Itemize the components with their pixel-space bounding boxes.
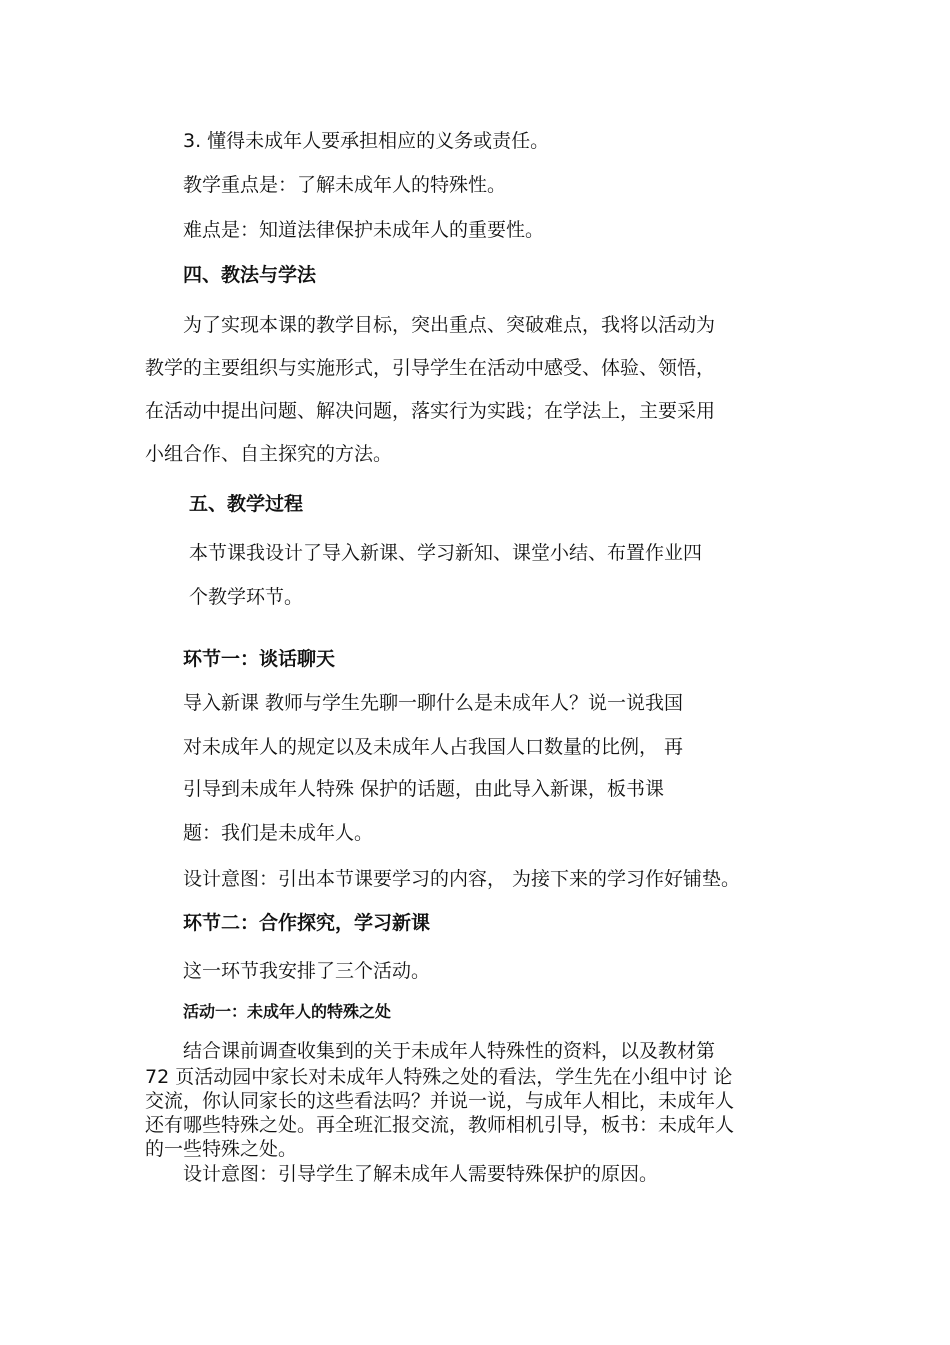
section-heading-4: 四、教法与学法 [183,264,317,286]
paragraph-line: 结合课前调查收集到的关于未成年人特殊性的资料，以及教材第 [183,1040,716,1062]
step-1-heading: 环节一：谈话聊天 [183,648,336,670]
paragraph-line: 这一环节我安排了三个活动。 [183,960,431,982]
paragraph-line: 对未成年人的规定以及未成年人占我国人口数量的比例， 再 [183,736,684,758]
objective-3: 3. 懂得未成年人要承担相应的义务或责任。 [183,130,550,152]
paragraph-line: 小组合作、自主探究的方法。 [145,443,393,465]
paragraph-line: 为了实现本课的教学目标，突出重点、突破难点，我将以活动为 [183,314,716,336]
paragraph-line: 在活动中提出问题、解决问题，落实行为实践；在学法上，主要采用 [145,400,716,422]
activity-1-heading: 活动一：未成年人的特殊之处 [183,1002,392,1021]
paragraph-line: 的一些特殊之处。 [145,1138,298,1160]
key-point: 教学重点是：了解未成年人的特殊性。 [183,174,507,196]
design-intent-1: 设计意图：引出本节课要学习的内容， 为接下来的学习作好铺垫。 [183,868,741,890]
design-intent-2: 设计意图：引导学生了解未成年人需要特殊保护的原因。 [183,1163,659,1185]
section-heading-5: 五、教学过程 [189,493,304,515]
paragraph-line: 个教学环节。 [189,586,304,608]
paragraph-line: 交流，你认同家长的这些看法吗？并说一说，与成年人相比，未成年人 [145,1090,735,1112]
paragraph-line: 72 页活动园中家长对未成年人特殊之处的看法，学生先在小组中讨 论 [145,1066,733,1088]
step-2-heading: 环节二：合作探究，学习新课 [183,912,431,934]
paragraph-line: 本节课我设计了导入新课、学习新知、课堂小结、布置作业四 [189,542,703,564]
paragraph-line: 题：我们是未成年人。 [183,822,374,844]
difficult-point: 难点是：知道法律保护未成年人的重要性。 [183,219,545,241]
paragraph-line: 导入新课 教师与学生先聊一聊什么是未成年人？说一说我国 [183,692,684,714]
paragraph-line: 还有哪些特殊之处。再全班汇报交流，教师相机引导，板书：未成年人 [145,1114,735,1136]
paragraph-line: 引导到未成年人特殊 保护的话题，由此导入新课，板书课 [183,778,665,800]
paragraph-line: 教学的主要组织与实施形式，引导学生在活动中感受、体验、领悟， [145,357,716,379]
